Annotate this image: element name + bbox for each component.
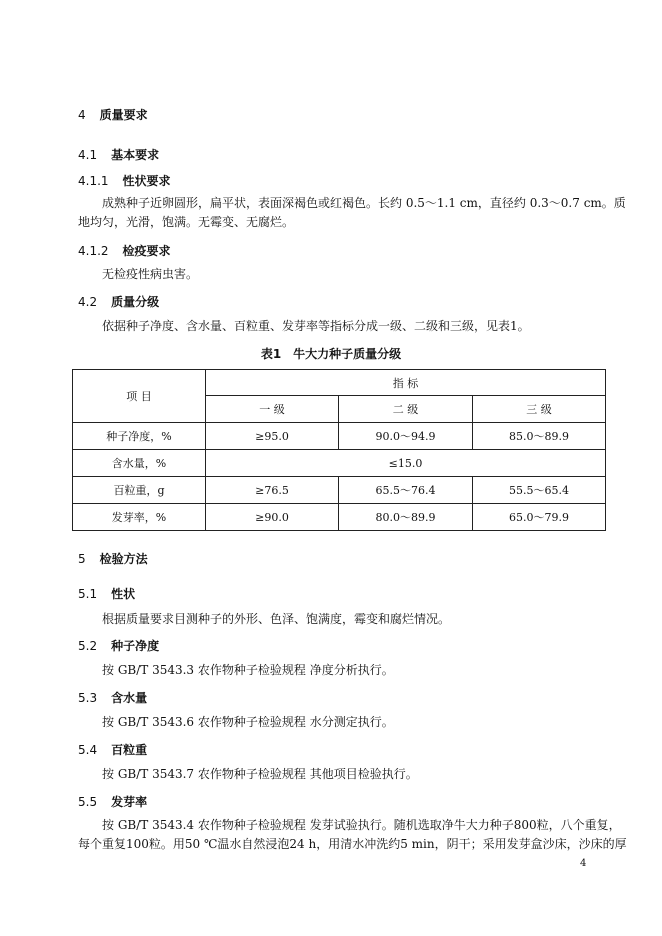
paragraph-5-5-line2: 每个重复100粒。用50 ℃温水自然浸泡24 h，用清水冲洗约5 min，阴干；采用发芽盒沙床，沙床的厚 <box>78 837 627 851</box>
table-row <box>73 450 606 477</box>
heading-4-2: 4.2 质量分级 <box>78 295 160 309</box>
table-row <box>73 477 606 504</box>
paragraph-5-4: 按 GB/T 3543.7 农作物种子检验规程 其他项目检验执行。 <box>102 767 418 781</box>
cell-grade-2: 80.0～89.9 <box>339 504 473 531</box>
header-grade-3: 三 级 <box>473 396 606 423</box>
header-grade-1: 一 级 <box>206 396 339 423</box>
heading-5-4: 5.4 百粒重 <box>78 743 148 757</box>
table-header-row <box>73 370 606 396</box>
quality-grade-table <box>72 369 606 531</box>
row-label: 种子净度，% <box>73 423 206 450</box>
cell-grade-3: 85.0～89.9 <box>473 423 606 450</box>
paragraph-4-1-2: 无检疫性病虫害。 <box>102 267 199 281</box>
table-row <box>73 423 606 450</box>
table-caption: 表1 牛大力种子质量分级 <box>260 347 402 361</box>
heading-5: 5 检验方法 <box>78 552 148 566</box>
header-index: 指 标 <box>206 370 606 396</box>
header-item: 项 目 <box>73 370 206 423</box>
heading-5-1: 5.1 性状 <box>78 587 136 601</box>
heading-5-5: 5.5 发芽率 <box>78 795 148 809</box>
cell-grade-1: ≥76.5 <box>206 477 339 504</box>
table-row <box>73 504 606 531</box>
heading-5-3: 5.3 含水量 <box>78 691 148 705</box>
page-number: 4 <box>580 858 587 869</box>
cell-merged: ≤15.0 <box>206 450 606 477</box>
cell-grade-1: ≥95.0 <box>206 423 339 450</box>
paragraph-5-1: 根据质量要求目测种子的外形、色泽、饱满度，霉变和腐烂情况。 <box>102 612 451 626</box>
paragraph-4-1-1-line2: 地均匀，光滑，饱满。无霉变、无腐烂。 <box>78 215 295 229</box>
cell-grade-2: 90.0～94.9 <box>339 423 473 450</box>
row-label: 含水量，% <box>73 450 206 477</box>
paragraph-5-3: 按 GB/T 3543.6 农作物种子检验规程 水分测定执行。 <box>102 715 394 729</box>
heading-4-1: 4.1 基本要求 <box>78 148 160 162</box>
cell-grade-1: ≥90.0 <box>206 504 339 531</box>
heading-4: 4 质量要求 <box>78 108 148 122</box>
row-label: 发芽率，% <box>73 504 206 531</box>
heading-5-2: 5.2 种子净度 <box>78 639 160 653</box>
paragraph-5-2: 按 GB/T 3543.3 农作物种子检验规程 净度分析执行。 <box>102 663 394 677</box>
paragraph-4-2: 依据种子净度、含水量、百粒重、发芽率等指标分成一级、二级和三级，见表1。 <box>102 319 530 333</box>
paragraph-4-1-1-line1: 成熟种子近卵圆形，扁平状，表面深褐色或红褐色。长约 0.5～1.1 cm，直径约 0.3～0.7 cm。质 <box>102 196 626 210</box>
row-label: 百粒重，g <box>73 477 206 504</box>
paragraph-5-5-line1: 按 GB/T 3543.4 农作物种子检验规程 发芽试验执行。随机选取净牛大力种子800粒，八个重复， <box>102 818 621 832</box>
cell-grade-3: 65.0～79.9 <box>473 504 606 531</box>
heading-4-1-2: 4.1.2 检疫要求 <box>78 244 171 258</box>
heading-4-1-1: 4.1.1 性状要求 <box>78 174 171 188</box>
cell-grade-2: 65.5～76.4 <box>339 477 473 504</box>
cell-grade-3: 55.5～65.4 <box>473 477 606 504</box>
header-grade-2: 二 级 <box>339 396 473 423</box>
